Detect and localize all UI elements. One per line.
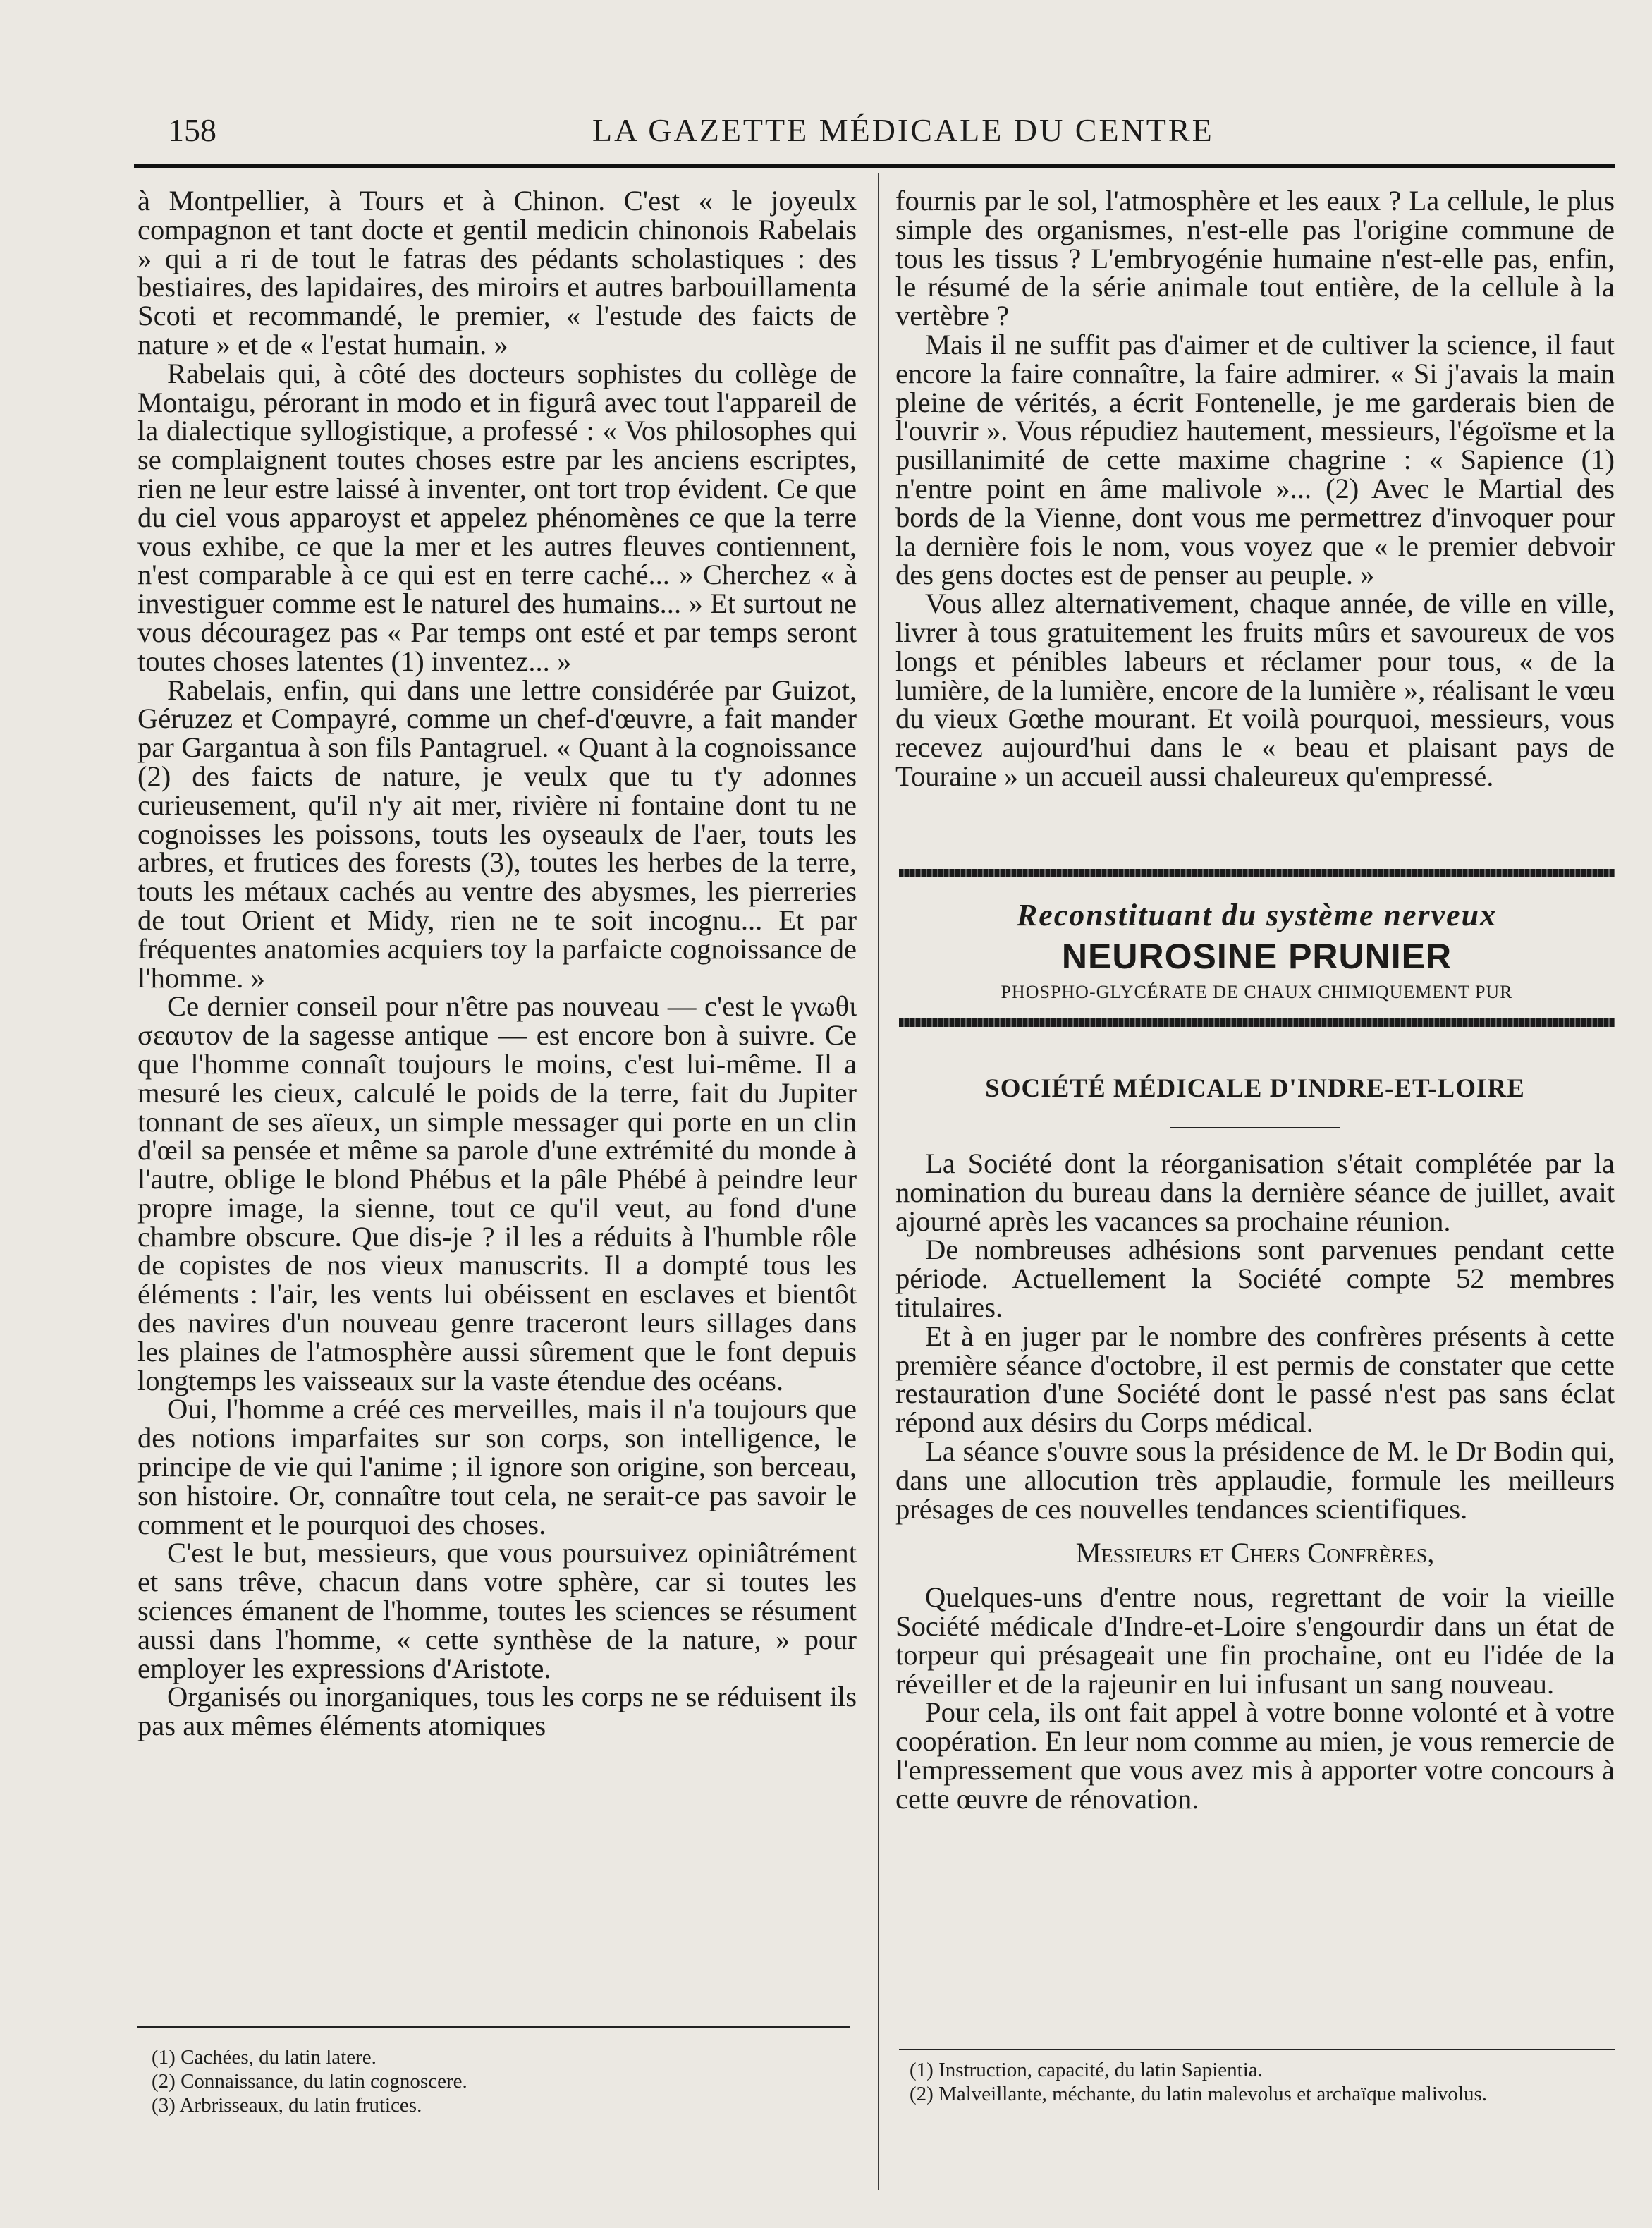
paragraph: fournis par le sol, l'atmosphère et les eaux ? La cellule, le plus simple des organismes, n'est-elle pas l'origine commune de tous les tissus ? L'embryogénie humaine n'est-elle pas, enfin, le résumé de la série animale tout entière, de la cellule à la vertèbre ? <box>895 185 1615 332</box>
paragraph: Quelques-uns d'entre nous, regrettant de voir la vieille Société médicale d'Indre-et-Loire s'engourdir dans un état de torpeur qui présageait une fin prochaine, ont eu l'idée de la réveiller et de la rajeunir en lui infusant un sang nouveau. <box>895 1581 1615 1700</box>
header-rule <box>134 164 1615 168</box>
advertisement <box>899 869 1615 1031</box>
page-number: 158 <box>168 112 216 148</box>
paragraph: Et à en juger par le nombre des confrères présents à cette première séance d'octobre, il est permis de constater que cette restauration d'une Société dont le passé n'est pas sans éclat répond aux désirs du Corps médical. <box>895 1320 1615 1439</box>
ad-description: PHOSPHO-GLYCÉRATE DE CHAUX CHIMIQUEMENT PUR <box>1001 982 1513 1002</box>
paragraph: La Société dont la réorganisation s'était complétée par la nomination du bureau dans la dernière séance de juillet, avait ajourné après les vacances sa prochaine réunion. <box>895 1148 1615 1237</box>
right-column-top <box>895 187 1615 791</box>
paragraph: à Montpellier, à Tours et à Chinon. C'est « le joyeulx compagnon et tant docte et gentil medicin chinonois Rabelais » qui a ri de tout le fatras des pédants scholastiques : des bestiaires, des lapidaires, des miroirs et autres barbouillamenta Scoti et recommandé, le premier, « l'estude des faicts de nature » et de « l'estat humain. » <box>137 185 857 360</box>
paragraph: C'est le but, messieurs, que vous poursuivez opiniâtrément et sans trêve, chacun dans votre sphère, car si toutes les sciences émanent de l'homme, toutes les sciences se résument aussi dans l'homme, « cette synthèse de la nature, » pour employer les expressions d'Aristote. <box>137 1537 857 1684</box>
paragraph: Organisés ou inorganiques, tous les corps ne se réduisent ils pas aux mêmes éléments atomiques <box>137 1681 857 1742</box>
footnotes-left <box>152 2045 843 2117</box>
section-title: SOCIÉTÉ MÉDICALE D'INDRE-ET-LOIRE <box>985 1074 1525 1103</box>
paragraph: Vous allez alternativement, chaque année, de ville en ville, livrer à tous gratuitement les fruits mûrs et savoureux de vos longs et pénibles labeurs et réclamer pour tous, « de la lumière, de la lumière, encore de la lumière », réalisant le vœu du vieux Gœthe mourant. Et voilà pourquoi, messieurs, vous recevez aujourd'hui dans le « beau et plaisant pays de Touraine » un accueil aussi chaleureux qu'empressé. <box>895 588 1615 792</box>
paragraph: Oui, l'homme a créé ces merveilles, mais il n'a toujours que des notions imparfaites sur son corps, son intelligence, le principe de vie qui l'anime ; il ignore son origine, son berceau, son histoire. Or, connaître tout cela, ne serait-ce pas savoir le comment et le pourquoi des choses. <box>137 1393 857 1540</box>
paragraph: Mais il ne suffit pas d'aimer et de cultiver la science, il faut encore la faire connaître, la faire admirer. « Si j'avais la main pleine de vérités, a écrit Fontenelle, je me garderais bien de l'ouvrir ». Vous répudiez hautement, messieurs, l'égoïsme et la pusillanimité de cette maxime chagrine : « Sapience (1) n'entre point en âme malivole »... (2) Avec le Martial des bords de la Vienne, dont vous me permettrez d'invoquer pour la dernière fois le nom, vous voyez que « le premier debvoir des gens doctes est de penser au peuple. » <box>895 328 1615 591</box>
society-text <box>895 1150 1615 1814</box>
footnote: (1) Cachées, du latin latere. <box>152 2046 377 2069</box>
ad-rule-top <box>899 869 1615 877</box>
footnote: (2) Malveillante, méchante, du latin malevolus et archaïque malivolus. <box>910 2083 1487 2105</box>
column-divider <box>878 173 879 2190</box>
section-title-rule <box>1170 1127 1340 1128</box>
ad-rule-bottom <box>899 1018 1615 1027</box>
footnote-rule-right <box>899 2049 1615 2050</box>
running-title: LA GAZETTE MÉDICALE DU CENTRE <box>592 112 1214 148</box>
ad-product-name: NEUROSINE PRUNIER <box>1061 937 1452 976</box>
left-column <box>137 187 857 1741</box>
page-header <box>155 106 1516 155</box>
paragraph: Pour cela, ils ont fait appel à votre bonne volonté et à votre coopération. En leur nom comme au mien, je vous remercie de l'empressement que vous avez mis à apporter votre concours à cette œuvre de rénovation. <box>895 1696 1615 1815</box>
footnote: (1) Instruction, capacité, du latin Sapientia. <box>910 2059 1263 2081</box>
footnote: (2) Connaissance, du latin cognoscere. <box>152 2070 467 2093</box>
paragraph: Rabelais, enfin, qui dans une lettre considérée par Guizot, Géruzez et Compayré, comme un chef-d'œuvre, a fait mander par Gargantua à son fils Pantagruel. « Quant à la cognoissance (2) des faicts de nature, je veulx que tu t'y adonnes curieusement, qu'il n'y ait mer, rivière ni fontaine dont tu ne cognoisses les poissons, touts les oyseaulx de l'aer, touts les arbres, et frutices des forests (3), toutes les herbes de la terre, touts les métaux cachés au ventre des abysmes, les pierreries de tout Orient et Midy, rien ne te soit incognu... Et par fréquentes anatomies acquiers toy la parfaicte cognoissance de l'homme. » <box>137 674 857 994</box>
paragraph: La séance s'ouvre sous la présidence de M. le Dr Bodin qui, dans une allocution très applaudie, formule les meilleurs présages de ces nouvelles tendances scientifiques. <box>895 1435 1615 1525</box>
footnote: (3) Arbrisseaux, du latin frutices. <box>152 2094 422 2117</box>
ad-tagline: Reconstituant du système nerveux <box>1016 898 1498 932</box>
paragraph: De nombreuses adhésions sont parvenues pendant cette période. Actuellement la Société compte 52 membres titulaires. <box>895 1234 1615 1323</box>
salutation: Messieurs et Chers Confrères, <box>1075 1537 1435 1569</box>
paragraph: Ce dernier conseil pour n'être pas nouveau — c'est le γνωθι σεαυτον de la sagesse antique — est encore bon à suivre. Ce que l'homme connaît toujours le moins, c'est lui-même. Il a mesuré les cieux, calculé le poids de la terre, fait du Jupiter tonnant de ses aïeux, un simple messager qui porte en un clin d'œil sa pensée et même sa parole d'une extrémité du monde à l'autre, oblige le blond Phébus et la pâle Phébé à peindre leur propre image, la sienne, tout ce qu'il veut, au fond d'une chambre obscure. Que dis-je ? il les a réduits à l'humble rôle de copistes de nos vieux manuscrits. Il a dompté tous les éléments : l'air, les vents lui obéissent en esclaves et bientôt des navires d'un nouveau genre traceront leurs sillages dans les plaines de l'atmosphère aussi sûrement que le font depuis longtemps les vaisseaux sur la vaste étendue des océans. <box>137 990 857 1396</box>
footnote-rule-left <box>137 2026 850 2028</box>
paragraph: Rabelais qui, à côté des docteurs sophistes du collège de Montaigu, pérorant in modo et in figurâ avec tout l'appareil de la dialectique syllogistique, a professé : « Vos philosophes qui se complaignent toutes choses estre par les anciens escriptes, rien ne leur estre laissé à inventer, ont tort trop évident. Ce que du ciel vous apparoyst et appelez phénomènes ce que la terre vous exhibe, ce que la mer et les autres fleuves contiennent, n'est comparable à ce qui est en terre caché... » Cherchez « à investiguer comme est le naturel des humains... » Et surtout ne vous découragez pas « Par temps ont esté et par temps seront toutes choses latentes (1) inventez... » <box>137 357 857 677</box>
footnotes-right <box>910 2058 1611 2106</box>
